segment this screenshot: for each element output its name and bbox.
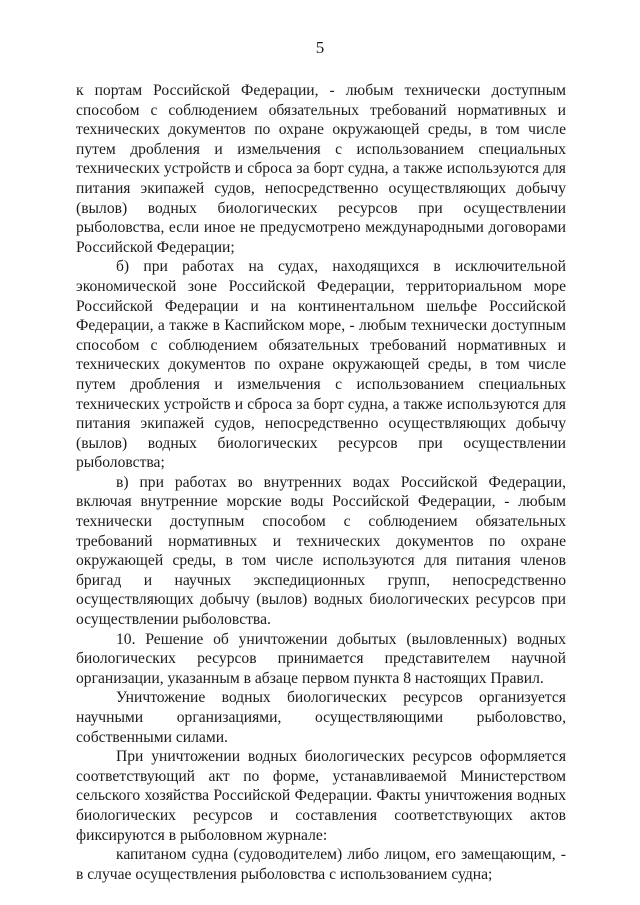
paragraph-captain: капитаном судна (судоводителем) либо лицом, его замещающим, - в случае осуществления рыболовства с использованием судна; [76, 846, 566, 883]
paragraph-destruction-organization: Уничтожение водных биологических ресурсов организуется научными организациями, осуществляющими рыболовство, собственными силами. [76, 689, 566, 746]
document-body [76, 81, 566, 884]
paragraph-clause-10: 10. Решение об уничтожении добытых (выловленных) водных биологических ресурсов принимается представителем научной организации, указанным в абзаце первом пункта 8 настоящих Правил. [76, 630, 566, 687]
paragraph-item-b: б) при работах на судах, находящихся в исключительной экономической зоне Российской Федерации, территориальном море Российской Федерации и на континентальном шельфе Российской Федерации, а также в Каспийском море, - любым технически доступным способом с соблюдением обязательных требований нормативных и технических документов по охране окружающей среды, в том числе путем дробления и измельчения с использованием специальных технических устройств и сброса за борт судна, а также используются для питания экипажей судов, непосредственно осуществляющих добычу (вылов) водных биологических ресурсов при осуществлении рыболовства; [76, 258, 566, 472]
page-number: 5 [315, 38, 325, 57]
paragraph-destruction-act: При уничтожении водных биологических ресурсов оформляется соответствующий акт по форме, устанавливаемой Министерством сельского хозяйства Российской Федерации. Факты уничтожения водных биологических ресурсов и составления соответствующих актов фиксируются в рыболовном журнале: [76, 748, 566, 844]
paragraph-continuation: к портам Российской Федерации, - любым технически доступным способом с соблюдением обязательных требований нормативных и технических документов по охране окружающей среды, в том числе путем дробления и измельчения с использованием специальных технических устройств и сброса за борт судна, а также используются для питания экипажей судов, непосредственно осуществляющих добычу (вылов) водных биологических ресурсов при осуществлении рыболовства, если иное не предусмотрено международными договорами Российской Федерации; [76, 82, 566, 256]
paragraph-item-v: в) при работах во внутренних водах Российской Федерации, включая внутренние морские воды Российской Федерации, - любым технически доступным способом с соблюдением обязательных требований нормативных и технических документов по охране окружающей среды, в том числе используются для питания членов бригад и научных экспедиционных групп, непосредственно осуществляющих добычу (вылов) водных биологических ресурсов при осуществлении рыболовства. [76, 473, 566, 629]
